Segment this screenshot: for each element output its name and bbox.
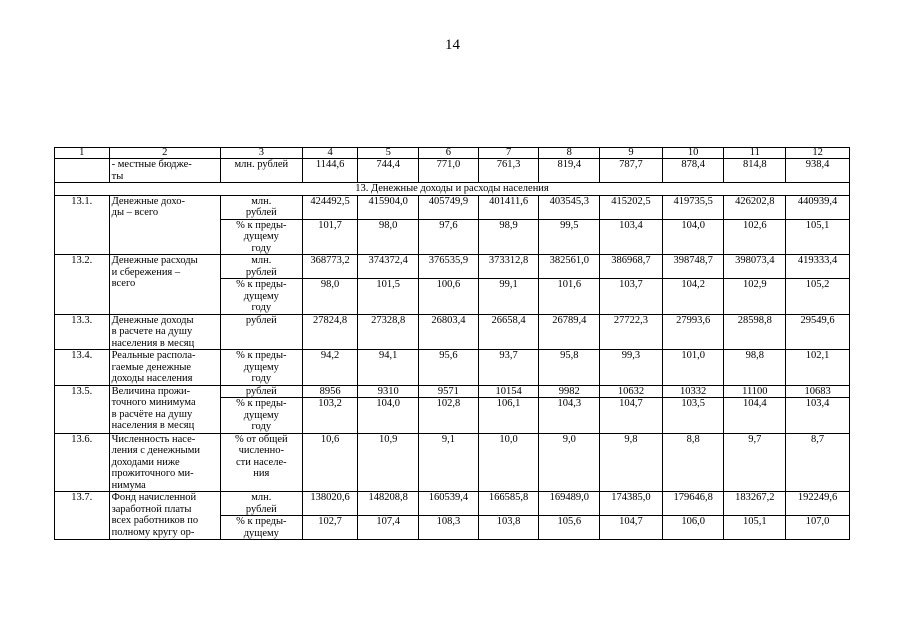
table-row: [55, 433, 850, 492]
value-cell: 27993,6: [662, 314, 724, 350]
value-cell: 95,8: [539, 350, 600, 386]
value-cell: 415904,0: [358, 195, 419, 219]
unit-cell: рублей: [220, 385, 302, 398]
value-cell: 938,4: [786, 159, 850, 183]
value-cell: 104,4: [724, 398, 786, 434]
value-cell: 107,4: [358, 516, 419, 540]
value-cell: 105,2: [786, 279, 850, 315]
value-cell: 104,7: [600, 516, 663, 540]
column-number: 2: [109, 148, 220, 159]
unit-cell: % от общей численно- сти населе- ния: [220, 433, 302, 492]
value-cell: 8,7: [786, 433, 850, 492]
value-cell: 101,0: [662, 350, 724, 386]
row-code: 13.5.: [55, 385, 110, 433]
indicator-name: Численность насе- ления с денежными доходами ниже прожиточного ми- нимума: [109, 433, 220, 492]
table-row: [55, 350, 850, 386]
indicator-name: - местные бюдже- ты: [109, 159, 220, 183]
column-number: 4: [302, 148, 358, 159]
value-cell: 104,0: [662, 219, 724, 255]
value-cell: 160539,4: [419, 492, 479, 516]
unit-cell: млн. рублей: [220, 195, 302, 219]
column-number: 8: [539, 148, 600, 159]
value-cell: 93,7: [478, 350, 539, 386]
indicator-name: Денежные дохо- ды – всего: [109, 195, 220, 255]
value-cell: 102,7: [302, 516, 358, 540]
column-number: 1: [55, 148, 110, 159]
value-cell: 9571: [419, 385, 479, 398]
value-cell: 405749,9: [419, 195, 479, 219]
value-cell: 28598,8: [724, 314, 786, 350]
value-cell: 398748,7: [662, 255, 724, 279]
value-cell: 179646,8: [662, 492, 724, 516]
value-cell: 104,0: [358, 398, 419, 434]
row-code: 13.4.: [55, 350, 110, 386]
value-cell: 10,6: [302, 433, 358, 492]
column-number: 9: [600, 148, 663, 159]
value-cell: 9,1: [419, 433, 479, 492]
table-row: [55, 255, 850, 279]
value-cell: 9,8: [600, 433, 663, 492]
value-cell: 94,1: [358, 350, 419, 386]
value-cell: 787,7: [600, 159, 663, 183]
column-number: 10: [662, 148, 724, 159]
value-cell: 99,3: [600, 350, 663, 386]
value-cell: 97,6: [419, 219, 479, 255]
value-cell: 98,0: [302, 279, 358, 315]
unit-cell: % к преды- дущему году: [220, 219, 302, 255]
table-row: [55, 195, 850, 219]
value-cell: 138020,6: [302, 492, 358, 516]
indicator-name: Реальные распола- гаемые денежные доходы населения: [109, 350, 220, 386]
value-cell: 102,6: [724, 219, 786, 255]
value-cell: 26789,4: [539, 314, 600, 350]
value-cell: 98,0: [358, 219, 419, 255]
value-cell: 105,1: [724, 516, 786, 540]
indicator-name: Денежные доходы в расчете на душу населения в месяц: [109, 314, 220, 350]
value-cell: 8,8: [662, 433, 724, 492]
section-title: 13. Денежные доходы и расходы населения: [55, 183, 850, 196]
value-cell: 148208,8: [358, 492, 419, 516]
column-number: 7: [478, 148, 539, 159]
unit-cell: % к преды- дущему году: [220, 350, 302, 386]
value-cell: 98,9: [478, 219, 539, 255]
column-number: 12: [786, 148, 850, 159]
value-cell: 374372,4: [358, 255, 419, 279]
value-cell: 27722,3: [600, 314, 663, 350]
column-number: 5: [358, 148, 419, 159]
indicator-name: Денежные расходы и сбережения – всего: [109, 255, 220, 315]
column-number: 3: [220, 148, 302, 159]
value-cell: 106,1: [478, 398, 539, 434]
column-number: 11: [724, 148, 786, 159]
row-code: [55, 159, 110, 183]
value-cell: 382561,0: [539, 255, 600, 279]
value-cell: 103,5: [662, 398, 724, 434]
value-cell: 9,0: [539, 433, 600, 492]
value-cell: 8956: [302, 385, 358, 398]
value-cell: 102,1: [786, 350, 850, 386]
value-cell: 878,4: [662, 159, 724, 183]
value-cell: 101,7: [302, 219, 358, 255]
value-cell: 11100: [724, 385, 786, 398]
value-cell: 10683: [786, 385, 850, 398]
value-cell: 95,6: [419, 350, 479, 386]
value-cell: 104,7: [600, 398, 663, 434]
value-cell: 10,0: [478, 433, 539, 492]
value-cell: 103,2: [302, 398, 358, 434]
value-cell: 174385,0: [600, 492, 663, 516]
value-cell: 103,4: [600, 219, 663, 255]
value-cell: 101,5: [358, 279, 419, 315]
value-cell: 744,4: [358, 159, 419, 183]
value-cell: 814,8: [724, 159, 786, 183]
column-number: 6: [419, 148, 479, 159]
value-cell: 1144,6: [302, 159, 358, 183]
value-cell: 401411,6: [478, 195, 539, 219]
value-cell: 419735,5: [662, 195, 724, 219]
row-code: 13.6.: [55, 433, 110, 492]
value-cell: 29549,6: [786, 314, 850, 350]
value-cell: 183267,2: [724, 492, 786, 516]
indicator-name: Фонд начисленной заработной платы всех работников по полному кругу ор-: [109, 492, 220, 540]
value-cell: 166585,8: [478, 492, 539, 516]
value-cell: 424492,5: [302, 195, 358, 219]
value-cell: 102,9: [724, 279, 786, 315]
value-cell: 761,3: [478, 159, 539, 183]
value-cell: 27824,8: [302, 314, 358, 350]
unit-cell: млн. рублей: [220, 159, 302, 183]
value-cell: 27328,8: [358, 314, 419, 350]
value-cell: 10154: [478, 385, 539, 398]
value-cell: 440939,4: [786, 195, 850, 219]
unit-cell: млн. рублей: [220, 492, 302, 516]
value-cell: 100,6: [419, 279, 479, 315]
value-cell: 106,0: [662, 516, 724, 540]
row-code: 13.7.: [55, 492, 110, 540]
value-cell: 105,6: [539, 516, 600, 540]
value-cell: 10632: [600, 385, 663, 398]
value-cell: 10332: [662, 385, 724, 398]
statistics-table: [54, 147, 850, 540]
value-cell: 9310: [358, 385, 419, 398]
value-cell: 376535,9: [419, 255, 479, 279]
table-row: [55, 492, 850, 516]
value-cell: 101,6: [539, 279, 600, 315]
value-cell: 26803,4: [419, 314, 479, 350]
value-cell: 403545,3: [539, 195, 600, 219]
value-cell: 105,1: [786, 219, 850, 255]
value-cell: 386968,7: [600, 255, 663, 279]
row-code: 13.3.: [55, 314, 110, 350]
row-code: 13.1.: [55, 195, 110, 255]
value-cell: 10,9: [358, 433, 419, 492]
unit-cell: млн. рублей: [220, 255, 302, 279]
value-cell: 99,5: [539, 219, 600, 255]
unit-cell: рублей: [220, 314, 302, 350]
unit-cell: % к преды- дущему: [220, 516, 302, 540]
value-cell: 107,0: [786, 516, 850, 540]
value-cell: 103,8: [478, 516, 539, 540]
value-cell: 373312,8: [478, 255, 539, 279]
value-cell: 104,2: [662, 279, 724, 315]
value-cell: 771,0: [419, 159, 479, 183]
value-cell: 104,3: [539, 398, 600, 434]
value-cell: 103,7: [600, 279, 663, 315]
row-code: 13.2.: [55, 255, 110, 315]
value-cell: 398073,4: [724, 255, 786, 279]
value-cell: 419333,4: [786, 255, 850, 279]
table-row: [55, 183, 850, 196]
unit-cell: % к преды- дущему году: [220, 398, 302, 434]
value-cell: 26658,4: [478, 314, 539, 350]
value-cell: 368773,2: [302, 255, 358, 279]
table-row: [55, 314, 850, 350]
unit-cell: % к преды- дущему году: [220, 279, 302, 315]
value-cell: 426202,8: [724, 195, 786, 219]
value-cell: 94,2: [302, 350, 358, 386]
page-number: 14: [445, 37, 460, 53]
value-cell: 103,4: [786, 398, 850, 434]
value-cell: 108,3: [419, 516, 479, 540]
value-cell: 169489,0: [539, 492, 600, 516]
value-cell: 98,8: [724, 350, 786, 386]
value-cell: 99,1: [478, 279, 539, 315]
table-row: [55, 159, 850, 183]
value-cell: 192249,6: [786, 492, 850, 516]
value-cell: 9982: [539, 385, 600, 398]
column-number-row: [55, 148, 850, 159]
table-row: [55, 385, 850, 398]
value-cell: 819,4: [539, 159, 600, 183]
value-cell: 102,8: [419, 398, 479, 434]
indicator-name: Величина прожи- точного минимума в расчёте на душу населения в месяц: [109, 385, 220, 433]
value-cell: 415202,5: [600, 195, 663, 219]
value-cell: 9,7: [724, 433, 786, 492]
